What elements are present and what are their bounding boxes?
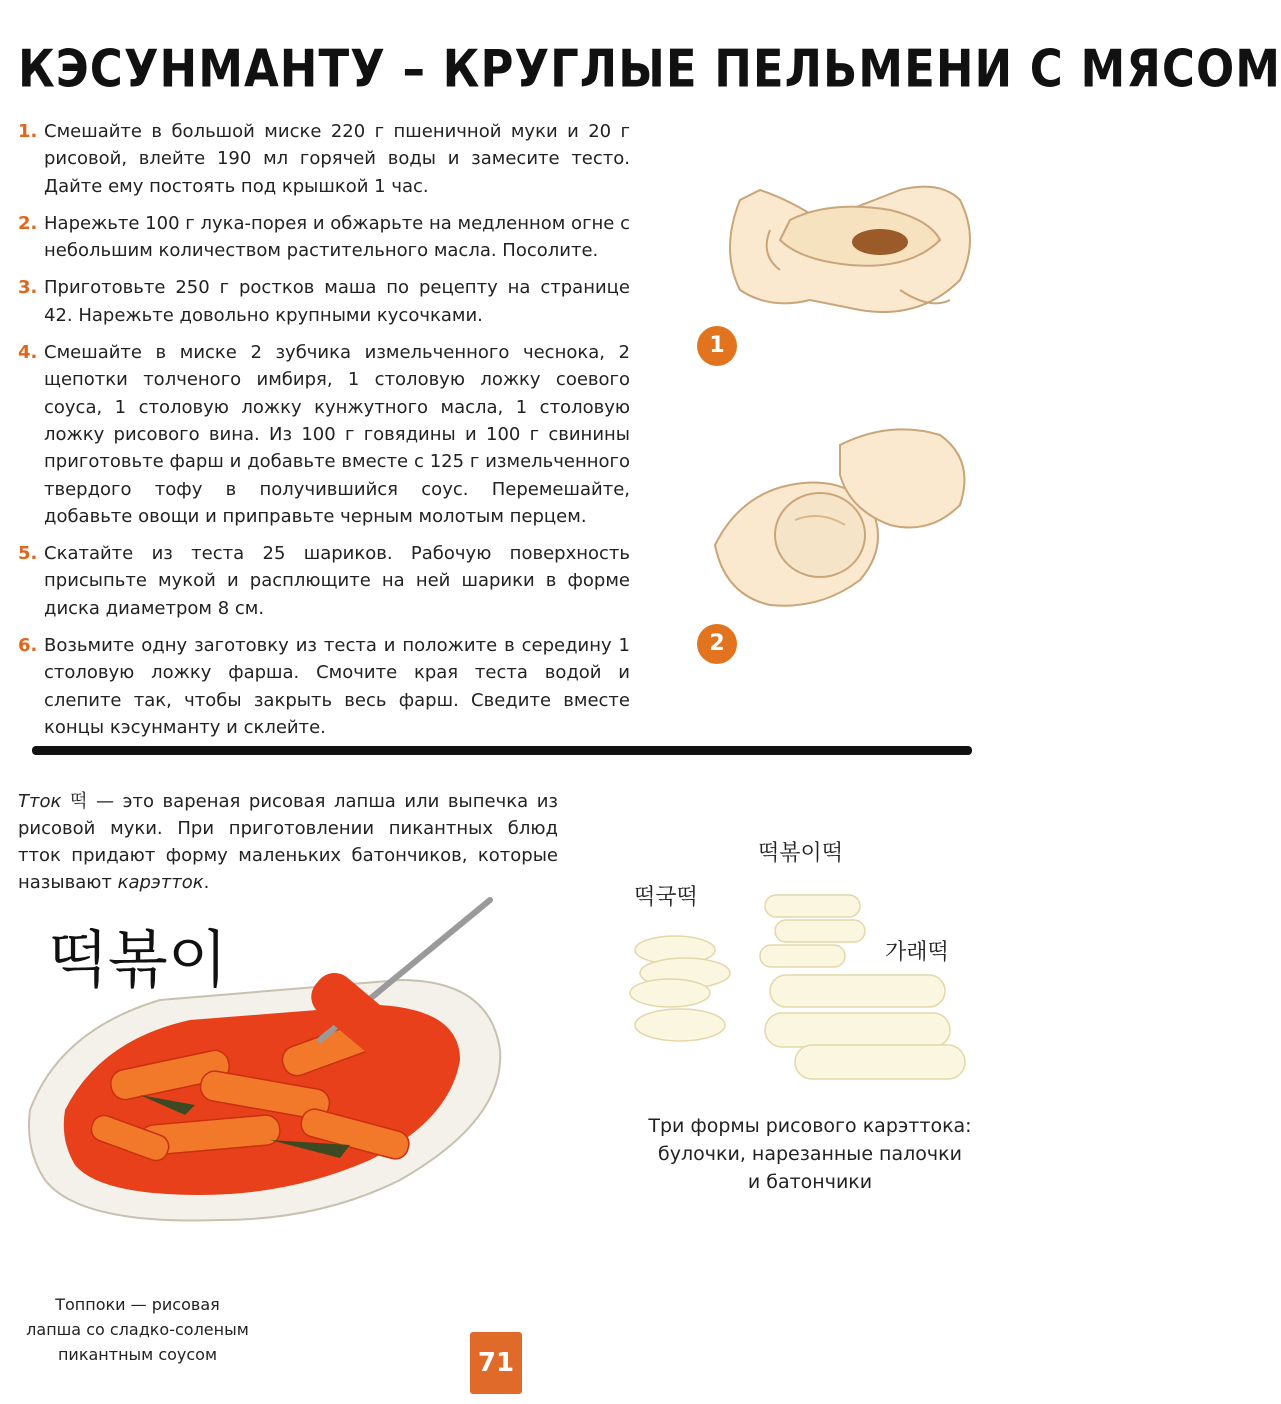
caption-line: и батончики <box>747 1171 873 1193</box>
caption-line: Три формы рисового карэттока: <box>648 1115 972 1137</box>
section-divider <box>32 746 972 755</box>
recipe-step <box>18 540 630 622</box>
hands-folding-dumpling-illustration <box>700 160 990 350</box>
recipe-steps <box>18 118 630 751</box>
tteokbokki-korean-title: 떡볶이 <box>48 923 228 996</box>
tteokbokki-caption <box>10 1292 265 1367</box>
step-text: Скатайте из теста 25 шариков. Рабочую поверхность присыпьте мукой и расплющите на ней шарики в форме диска диаметром 8 см. <box>44 543 630 619</box>
step-number: 6. <box>18 635 38 657</box>
caption-line: лапша со сладко-соленым <box>26 1320 249 1339</box>
step-number: 5. <box>18 543 38 565</box>
term-karetteok: карэтток <box>117 872 204 893</box>
label-tteokguk-tteok: 떡국떡 <box>634 885 698 910</box>
recipe-step <box>18 274 630 329</box>
recipe-step <box>18 118 630 200</box>
illustration-step-2-badge: 2 <box>697 624 737 664</box>
caption-line: пикантным соусом <box>57 1345 218 1364</box>
intro-text-part2: . <box>203 872 210 893</box>
step-text: Смешайте в большой миске 220 г пшеничной муки и 20 г рисовой, влейте 190 мл горячей воды и замесите тесто. Дайте ему постоять под крышкой 1 час. <box>44 121 630 197</box>
step-text: Возьмите одну заготовку из теста и положите в середину 1 столовую ложку фарша. Смочите края теста водой и слепите так, чтобы закрыть весь фарш. Сведите вместе концы кэсунманту и склейте. <box>44 635 630 738</box>
step-number: 1. <box>18 121 38 142</box>
rice-cake-caption <box>640 1112 980 1196</box>
step-text: Приготовьте 250 г ростков маша по рецепту на странице 42. Нарежьте довольно крупными кусочками. <box>44 277 630 326</box>
tteokbokki-plate-illustration <box>20 880 520 1280</box>
term-tteok: Тток <box>18 791 62 812</box>
step-number: 4. <box>18 342 38 364</box>
term-tteok-korean: 떡 <box>69 791 88 812</box>
label-garae-tteok: 가래떡 <box>885 940 949 965</box>
caption-line: Топпоки — рисовая <box>55 1295 220 1314</box>
page-title: КЭСУНМАНТУ – КРУГЛЫЕ ПЕЛЬМЕНИ С МЯСОМ <box>18 38 1281 99</box>
page-number: 71 <box>470 1332 522 1394</box>
recipe-step <box>18 210 630 265</box>
intro-text-part1: — это вареная рисовая лапша или выпечка из рисовой муки. При приготовлении пикантных блюд тток придают форму маленьких батончиков, которые называют <box>18 791 558 893</box>
step-text: Смешайте в миске 2 зубчика измельченного чеснока, 2 щепотки толченого имбиря, 1 столовую ложку соевого соуса, 1 столовую ложку кунжутного масла, 1 столовую ложку рисового вина. Из 100 г говядины и 100 г свинины приготовьте фарш и добавьте вместе с 125 г измельченного твердого тофу в получившийся соус. Перемешайте, добавьте овощи и приправьте черным молотым перцем. <box>44 342 630 527</box>
label-tteokbokki-tteok: 떡볶이떡 <box>758 841 844 866</box>
step-number: 3. <box>18 277 38 299</box>
step-text: Нарежьте 100 г лука-порея и обжарьте на медленном огне с небольшим количеством растительного масла. Посолите. <box>44 212 630 262</box>
step-number: 2. <box>18 212 38 234</box>
rice-cake-shapes-illustration <box>625 885 985 1085</box>
caption-line: булочки, нарезанные палочки <box>658 1143 962 1165</box>
recipe-step <box>18 632 630 741</box>
hands-shaping-dumpling-illustration <box>700 415 990 620</box>
illustration-step-1-badge: 1 <box>697 326 737 366</box>
recipe-step <box>18 339 630 530</box>
